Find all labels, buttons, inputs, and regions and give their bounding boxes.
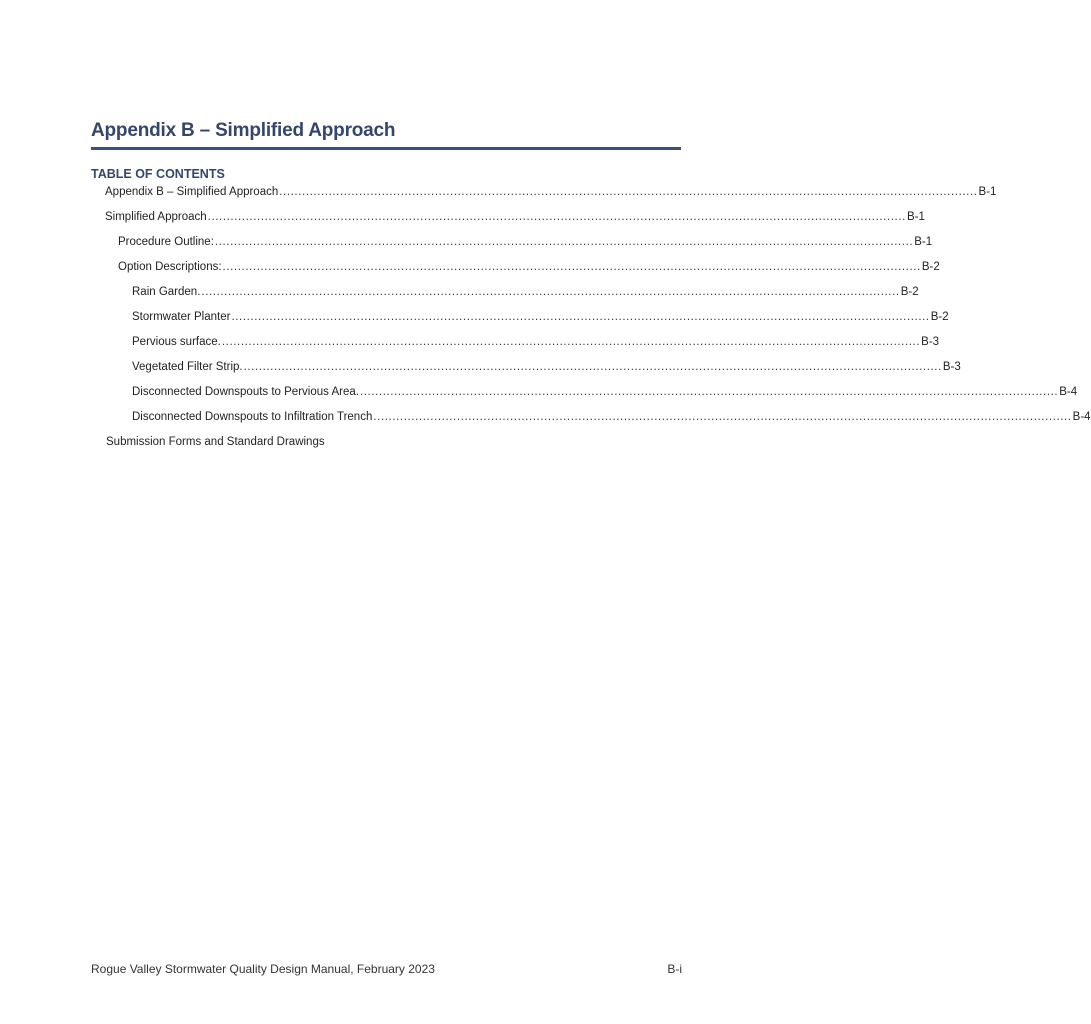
toc-entry-page: B-2 xyxy=(900,286,919,298)
title-divider xyxy=(91,147,681,150)
toc-entry-label: Disconnected Downspouts to Pervious Area. xyxy=(132,386,359,398)
toc-dot-leader: ........................................................................................................................................................................................ xyxy=(243,361,942,373)
toc-entry-rain-garden[interactable] xyxy=(132,286,919,304)
toc-entry-page: B-3 xyxy=(921,336,940,348)
toc-entry-page: B-1 xyxy=(906,211,925,223)
toc-dot-leader: ........................................................................................................................................................................................ xyxy=(359,386,1059,398)
toc-entry-procedure-outline[interactable] xyxy=(118,236,933,254)
toc-entry-page: B-2 xyxy=(921,261,940,273)
toc-entry-downspouts-pervious-area[interactable] xyxy=(132,386,1078,404)
toc-entry-page: B-2 xyxy=(930,311,949,323)
toc-entry-stormwater-planter[interactable] xyxy=(132,311,949,329)
toc-dot-leader: ........................................................................................................................................................................................ xyxy=(207,211,906,223)
toc-entry-vegetated-filter-strip[interactable] xyxy=(132,361,961,379)
toc-dot-leader: ........................................................................................................................................................................................ xyxy=(222,261,921,273)
toc-entry-label: Rain Garden. xyxy=(132,286,201,298)
toc-entry-option-descriptions[interactable] xyxy=(118,261,940,279)
toc-entry-label: Vegetated Filter Strip. xyxy=(132,361,243,373)
toc-entry-label: Pervious surface. xyxy=(132,336,221,348)
toc-dot-leader: ........................................................................................................................................................................................ xyxy=(231,311,930,323)
toc-entry-appendix-b[interactable] xyxy=(105,186,997,204)
toc-dot-leader: ........................................................................................................................................................................................ xyxy=(221,336,921,348)
toc-dot-leader: ........................................................................................................................................................................................ xyxy=(201,286,900,298)
submission-forms-line: Submission Forms and Standard Drawings xyxy=(106,436,325,448)
toc-entry-pervious-surface[interactable] xyxy=(132,336,940,354)
toc-entry-downspouts-infiltration-trench[interactable] xyxy=(132,411,1091,429)
toc-dot-leader: ........................................................................................................................................................................................ xyxy=(373,411,1072,423)
toc-entry-page: B-3 xyxy=(942,361,961,373)
page-title: Appendix B – Simplified Approach xyxy=(91,120,396,141)
toc-entry-page: B-4 xyxy=(1072,411,1091,423)
footer-page-number: B-i xyxy=(667,962,682,976)
toc-entry-label: Disconnected Downspouts to Infiltration Trench xyxy=(132,411,373,423)
toc-heading: TABLE OF CONTENTS xyxy=(91,167,225,181)
toc-entry-simplified-approach[interactable] xyxy=(105,211,925,229)
toc-entry-label: Option Descriptions: xyxy=(118,261,222,273)
toc-entry-label: Simplified Approach xyxy=(105,211,207,223)
toc-entry-label: Appendix B – Simplified Approach xyxy=(105,186,279,198)
toc-entry-page: B-1 xyxy=(914,236,933,248)
toc-dot-leader: ........................................................................................................................................................................................ xyxy=(214,236,914,248)
toc-entry-label: Stormwater Planter xyxy=(132,311,231,323)
footer-document-title: Rogue Valley Stormwater Quality Design Manual, February 2023 xyxy=(91,962,435,976)
toc-entry-page: B-4 xyxy=(1059,386,1078,398)
toc-dot-leader: ........................................................................................................................................................................................ xyxy=(279,186,978,198)
toc-entry-label: Procedure Outline: xyxy=(118,236,214,248)
toc-entry-page: B-1 xyxy=(978,186,997,198)
